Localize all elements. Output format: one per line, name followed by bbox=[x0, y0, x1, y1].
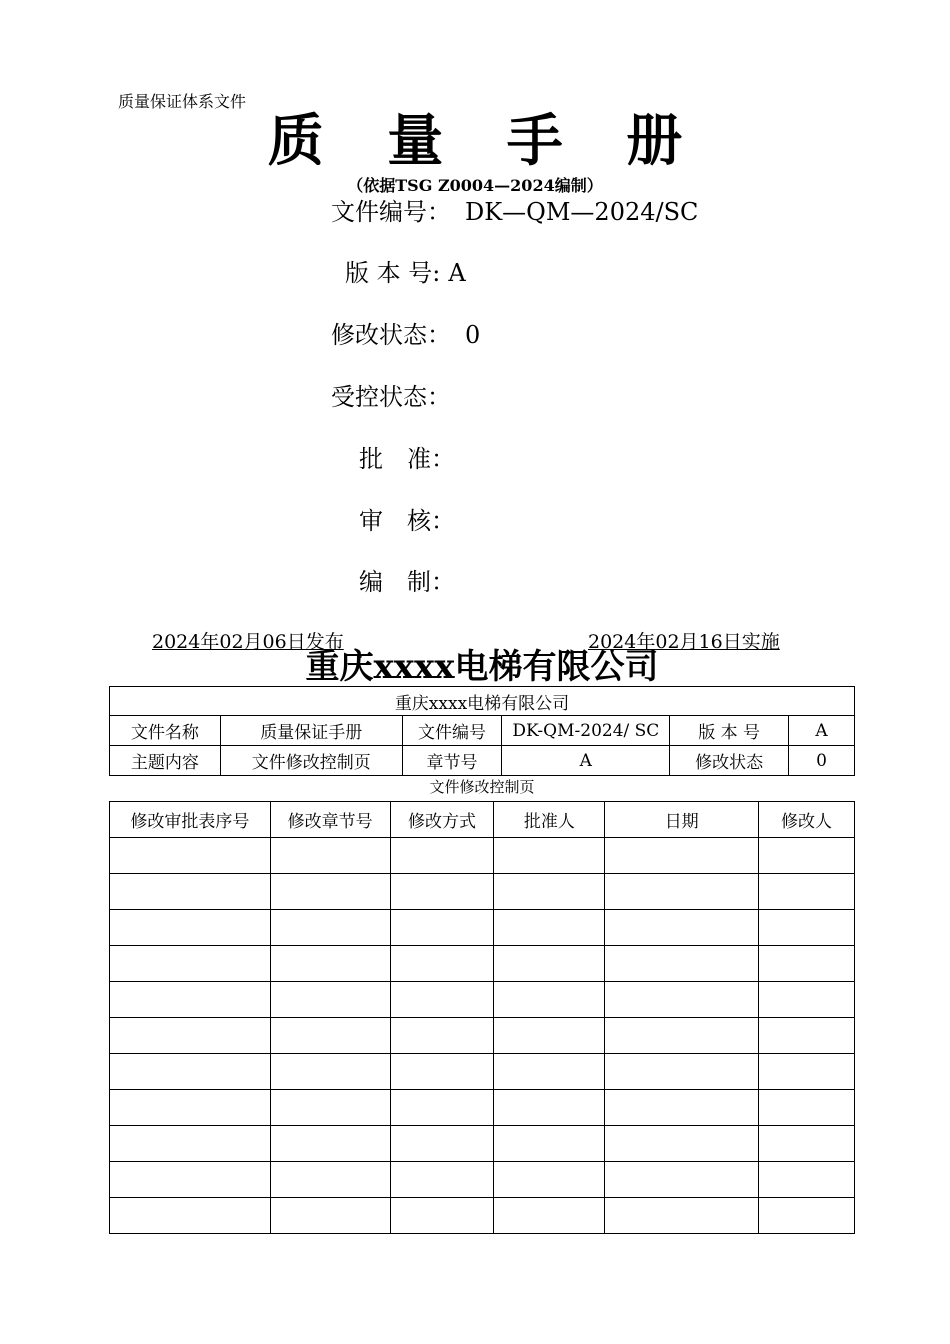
table-row bbox=[110, 1198, 855, 1234]
effective-date: 2024年02月16日实施 bbox=[588, 631, 780, 653]
file-number-value: DK-QM-2024/ SC bbox=[502, 716, 670, 746]
chapter-label: 章节号 bbox=[402, 746, 502, 776]
table-row bbox=[110, 1162, 855, 1198]
table-cell bbox=[110, 874, 271, 910]
table-cell bbox=[270, 1198, 390, 1234]
table-cell bbox=[110, 1090, 271, 1126]
table-cell bbox=[759, 946, 855, 982]
table-cell bbox=[605, 838, 759, 874]
table-cell bbox=[605, 1054, 759, 1090]
table-cell bbox=[270, 838, 390, 874]
revision-value: 0 bbox=[465, 321, 481, 349]
table-cell bbox=[270, 1090, 390, 1126]
table-cell bbox=[759, 1090, 855, 1126]
table-cell bbox=[270, 1018, 390, 1054]
table-cell bbox=[494, 1126, 605, 1162]
column-header: 批准人 bbox=[494, 802, 605, 838]
table-row bbox=[110, 1054, 855, 1090]
table-cell bbox=[110, 982, 271, 1018]
control-status-label: 受控状态： bbox=[331, 383, 451, 411]
table-cell bbox=[390, 1054, 494, 1090]
revision-label: 修改状态： bbox=[331, 321, 451, 349]
file-name-value: 质量保证手册 bbox=[220, 716, 402, 746]
review-field bbox=[359, 506, 455, 536]
table-header-row bbox=[110, 802, 855, 838]
doc-number-field bbox=[331, 197, 698, 227]
table-cell bbox=[605, 1018, 759, 1054]
table-cell bbox=[110, 946, 271, 982]
table-cell bbox=[110, 1126, 271, 1162]
table-cell bbox=[494, 1054, 605, 1090]
table-cell bbox=[605, 946, 759, 982]
table-cell bbox=[110, 838, 271, 874]
table-cell bbox=[759, 1054, 855, 1090]
table-cell bbox=[605, 1126, 759, 1162]
table-cell bbox=[270, 1126, 390, 1162]
chapter-value: A bbox=[502, 746, 670, 776]
version-value: A bbox=[448, 259, 466, 287]
table-cell bbox=[494, 982, 605, 1018]
table-cell bbox=[390, 910, 494, 946]
publish-date: 2024年02月06日发布 bbox=[152, 631, 344, 653]
doc-system-label: 质量保证体系文件 bbox=[118, 92, 247, 111]
version-field bbox=[345, 258, 466, 288]
table-cell bbox=[605, 1090, 759, 1126]
table-row bbox=[110, 874, 855, 910]
table-cell bbox=[270, 874, 390, 910]
table-cell bbox=[390, 1018, 494, 1054]
column-header: 日期 bbox=[605, 802, 759, 838]
table-cell bbox=[390, 982, 494, 1018]
table-cell bbox=[759, 838, 855, 874]
prepare-label: 编 制： bbox=[359, 568, 455, 596]
review-label: 审 核： bbox=[359, 507, 455, 535]
table-cell bbox=[390, 1198, 494, 1234]
table-cell bbox=[759, 982, 855, 1018]
table-cell bbox=[270, 1054, 390, 1090]
revision-control-table bbox=[109, 801, 855, 1234]
table-cell bbox=[494, 1090, 605, 1126]
table-cell bbox=[110, 1198, 271, 1234]
approve-field bbox=[359, 444, 455, 474]
table-company-cell: 重庆xxxx电梯有限公司 bbox=[110, 687, 855, 716]
table-cell bbox=[110, 1054, 271, 1090]
revision-table-caption: 文件修改控制页 bbox=[429, 778, 535, 796]
table-row bbox=[110, 838, 855, 874]
table-row bbox=[110, 946, 855, 982]
table-cell bbox=[605, 982, 759, 1018]
version-label: 版 本 号 bbox=[670, 716, 789, 746]
file-number-label: 文件编号 bbox=[402, 716, 502, 746]
table-row bbox=[110, 982, 855, 1018]
table-row bbox=[110, 910, 855, 946]
table-cell bbox=[390, 838, 494, 874]
prepare-field bbox=[359, 567, 455, 597]
approve-label: 批 准： bbox=[359, 445, 455, 473]
table-cell bbox=[390, 1126, 494, 1162]
table-cell bbox=[270, 946, 390, 982]
table-cell bbox=[494, 1162, 605, 1198]
column-header: 修改审批表序号 bbox=[110, 802, 271, 838]
subject-value: 文件修改控制页 bbox=[220, 746, 402, 776]
revision-field bbox=[331, 320, 480, 350]
table-row bbox=[110, 687, 855, 716]
doc-number-value: DK—QM—2024/SC bbox=[465, 198, 699, 226]
table-cell bbox=[390, 946, 494, 982]
doc-number-label: 文件编号： bbox=[331, 198, 451, 226]
version-value: A bbox=[789, 716, 855, 746]
table-cell bbox=[270, 1162, 390, 1198]
revision-value: 0 bbox=[789, 746, 855, 776]
table-cell bbox=[759, 910, 855, 946]
table-row bbox=[110, 716, 855, 746]
revision-label: 修改状态 bbox=[670, 746, 789, 776]
table-cell bbox=[605, 1162, 759, 1198]
table-row bbox=[110, 1126, 855, 1162]
file-name-label: 文件名称 bbox=[110, 716, 221, 746]
revision-table-body bbox=[110, 838, 855, 1234]
table-cell bbox=[110, 1018, 271, 1054]
table-row bbox=[110, 1090, 855, 1126]
company-name: 重庆xxxx电梯有限公司 bbox=[305, 647, 659, 687]
table-cell bbox=[759, 1162, 855, 1198]
table-cell bbox=[494, 1018, 605, 1054]
table-cell bbox=[759, 1126, 855, 1162]
table-cell bbox=[270, 982, 390, 1018]
document-info-table bbox=[109, 686, 855, 776]
table-cell bbox=[494, 910, 605, 946]
table-cell bbox=[759, 1018, 855, 1054]
table-cell bbox=[494, 946, 605, 982]
table-cell bbox=[494, 1198, 605, 1234]
table-cell bbox=[110, 1162, 271, 1198]
table-cell bbox=[605, 910, 759, 946]
column-header: 修改章节号 bbox=[270, 802, 390, 838]
table-cell bbox=[494, 838, 605, 874]
standard-basis: （依据TSG Z0004—2024编制） bbox=[347, 176, 603, 195]
version-label: 版 本 号: bbox=[345, 259, 441, 287]
table-cell bbox=[605, 1198, 759, 1234]
table-cell bbox=[759, 1198, 855, 1234]
table-row bbox=[110, 1018, 855, 1054]
control-status-field bbox=[331, 382, 451, 412]
table-row bbox=[110, 746, 855, 776]
subject-label: 主题内容 bbox=[110, 746, 221, 776]
table-cell bbox=[494, 874, 605, 910]
table-cell bbox=[390, 1090, 494, 1126]
table-cell bbox=[390, 874, 494, 910]
table-cell bbox=[270, 910, 390, 946]
table-cell bbox=[390, 1162, 494, 1198]
table-cell bbox=[759, 874, 855, 910]
table-cell bbox=[605, 874, 759, 910]
manual-title: 质 量 手 册 bbox=[267, 108, 705, 174]
table-cell bbox=[110, 910, 271, 946]
column-header: 修改方式 bbox=[390, 802, 494, 838]
column-header: 修改人 bbox=[759, 802, 855, 838]
